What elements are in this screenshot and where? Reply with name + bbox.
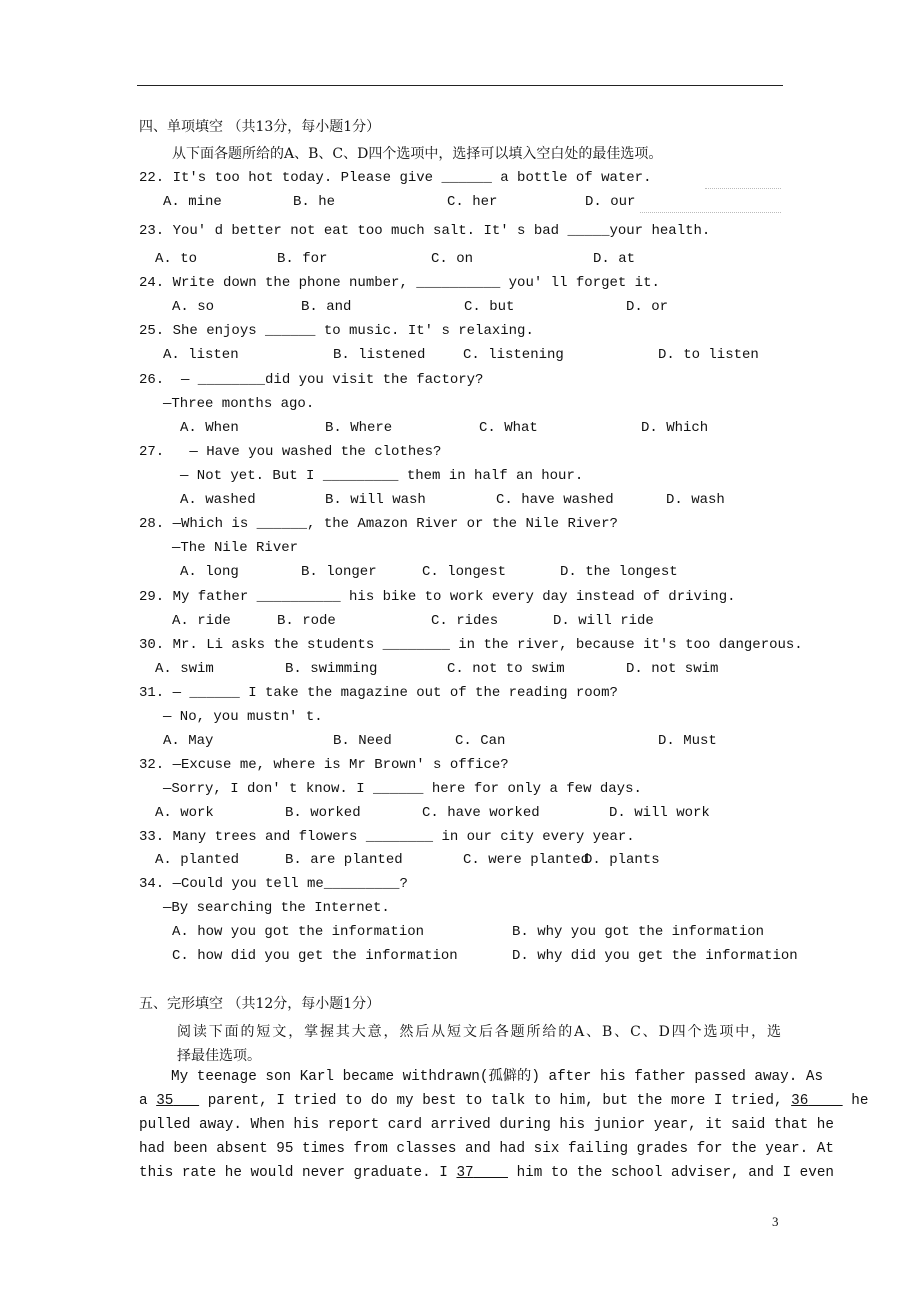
question-26: 26. — ________did you visit the factory? <box>139 372 484 388</box>
passage-line <box>139 1165 835 1181</box>
question-28-answer: —The Nile River <box>172 540 299 556</box>
question-27-answer: — Not yet. But I _________ them in half an hour. <box>180 468 584 484</box>
option-b: B. and <box>301 299 352 315</box>
blank-35 <box>156 1093 199 1109</box>
option-c: C. Can <box>455 733 506 749</box>
question-27: 27. — Have you washed the clothes? <box>139 444 442 460</box>
question-31: 31. — ______ I take the magazine out of the reading room? <box>139 685 618 701</box>
option-d: D. to listen <box>658 347 759 363</box>
option-d: D. Which <box>641 420 709 436</box>
option-c: C. on <box>431 251 474 267</box>
passage-text: him to the school adviser, and I even <box>516 1165 835 1181</box>
option-c: C. What <box>479 420 538 436</box>
option-d: D. our <box>585 194 636 210</box>
question-23: 23. You' d better not eat too much salt. It' s bad _____your health. <box>139 223 711 239</box>
question-33: 33. Many trees and flowers ________ in our city every year. <box>139 829 635 845</box>
option-c: C. rides <box>431 613 499 629</box>
header-rule <box>137 85 783 86</box>
option-d: D. Must <box>658 733 717 749</box>
question-25: 25. She enjoys ______ to music. It' s relaxing. <box>139 323 534 339</box>
question-28: 28. —Which is ______, the Amazon River or the Nile River? <box>139 516 618 532</box>
option-b: B. listened <box>333 347 426 363</box>
option-c: C. were planted <box>463 852 590 868</box>
option-a: A. May <box>163 733 214 749</box>
question-29: 29. My father __________ his bike to work every day instead of driving. <box>139 589 736 605</box>
passage-text: parent, I tried to do my best to talk to him, but the more I tried, <box>207 1093 783 1109</box>
question-24: 24. Write down the phone number, __________ you' ll forget it. <box>139 275 660 291</box>
option-c: C. how did you get the information <box>172 948 458 964</box>
passage-line: pulled away. When his report card arrived during his junior year, it said that he <box>139 1117 834 1133</box>
section4-title: 四、单项填空 （共13分，每小题1分） <box>139 119 381 135</box>
section5-instructions-cont: 择最佳选项。 <box>177 1048 261 1064</box>
passage-text: this rate he would never graduate. I <box>139 1165 448 1181</box>
option-d: D. plants <box>584 852 660 868</box>
option-d: D. wash <box>666 492 725 508</box>
page-number: 3 <box>772 1214 779 1229</box>
question-26-answer: —Three months ago. <box>163 396 315 412</box>
option-d: D. not swim <box>626 661 719 677</box>
section5-instructions: 阅读下面的短文，掌握其大意，然后从短文后各题所给的A、B、C、D四个选项中，选 <box>177 1024 781 1040</box>
option-c: C. have worked <box>422 805 540 821</box>
option-a: A. work <box>155 805 214 821</box>
option-b: B. are planted <box>285 852 403 868</box>
option-b: B. swimming <box>285 661 378 677</box>
blank-number: 36 <box>791 1093 809 1109</box>
passage-line: had been absent 95 times from classes and had six failing grades for the year. At <box>139 1141 834 1157</box>
option-d: D. why did you get the information <box>512 948 798 964</box>
option-b: B. Need <box>333 733 392 749</box>
question-31-answer: — No, you mustn' t. <box>163 709 323 725</box>
question-32-answer: —Sorry, I don' t know. I ______ here for only a few days. <box>163 781 642 797</box>
question-34: 34. —Could you tell me_________? <box>139 876 408 892</box>
option-b: B. for <box>277 251 328 267</box>
option-b: B. longer <box>301 564 377 580</box>
option-b: B. will wash <box>325 492 426 508</box>
option-c: C. not to swim <box>447 661 565 677</box>
option-a: A. planted <box>155 852 240 868</box>
blank-number: 35 <box>156 1093 174 1109</box>
passage-line <box>139 1093 869 1109</box>
option-c: C. listening <box>463 347 564 363</box>
dotted-line <box>705 188 781 189</box>
option-a: A. long <box>180 564 239 580</box>
option-d: D. at <box>593 251 636 267</box>
question-22: 22. It's too hot today. Please give ______ a bottle of water. <box>139 170 652 186</box>
blank-37 <box>456 1165 508 1181</box>
option-d: D. will ride <box>553 613 654 629</box>
option-a: A. so <box>172 299 215 315</box>
option-b: B. he <box>293 194 336 210</box>
passage-text: a <box>139 1093 148 1109</box>
option-a: A. how you got the information <box>172 924 425 940</box>
option-a: A. When <box>180 420 239 436</box>
dotted-line <box>640 212 781 213</box>
option-a: A. swim <box>155 661 214 677</box>
option-a: A. listen <box>163 347 239 363</box>
option-a: A. to <box>155 251 198 267</box>
option-b: B. rode <box>277 613 336 629</box>
question-34-answer: —By searching the Internet. <box>163 900 390 916</box>
option-d: D. the longest <box>560 564 678 580</box>
option-c: C. her <box>447 194 498 210</box>
section4-instructions: 从下面各题所给的A、B、C、D四个选项中，选择可以填入空白处的最佳选项。 <box>172 146 663 162</box>
blank-36 <box>791 1093 843 1109</box>
blank-number: 37 <box>456 1165 474 1181</box>
option-b: B. why you got the information <box>512 924 765 940</box>
option-c: C. have washed <box>496 492 614 508</box>
option-d: D. or <box>626 299 669 315</box>
option-a: A. ride <box>172 613 231 629</box>
option-b: B. worked <box>285 805 361 821</box>
option-d: D. will work <box>609 805 710 821</box>
option-c: C. longest <box>422 564 507 580</box>
option-a: A. washed <box>180 492 256 508</box>
option-c: C. but <box>464 299 515 315</box>
question-32: 32. —Excuse me, where is Mr Brown' s office? <box>139 757 509 773</box>
passage-line: My teenage son Karl became withdrawn(孤僻的) after his father passed away. As <box>171 1069 824 1085</box>
option-b: B. Where <box>325 420 393 436</box>
option-a: A. mine <box>163 194 222 210</box>
question-30: 30. Mr. Li asks the students ________ in the river, because it's too dangerous. <box>139 637 803 653</box>
section5-title: 五、完形填空 （共12分，每小题1分） <box>139 996 381 1012</box>
passage-text: he <box>851 1093 869 1109</box>
